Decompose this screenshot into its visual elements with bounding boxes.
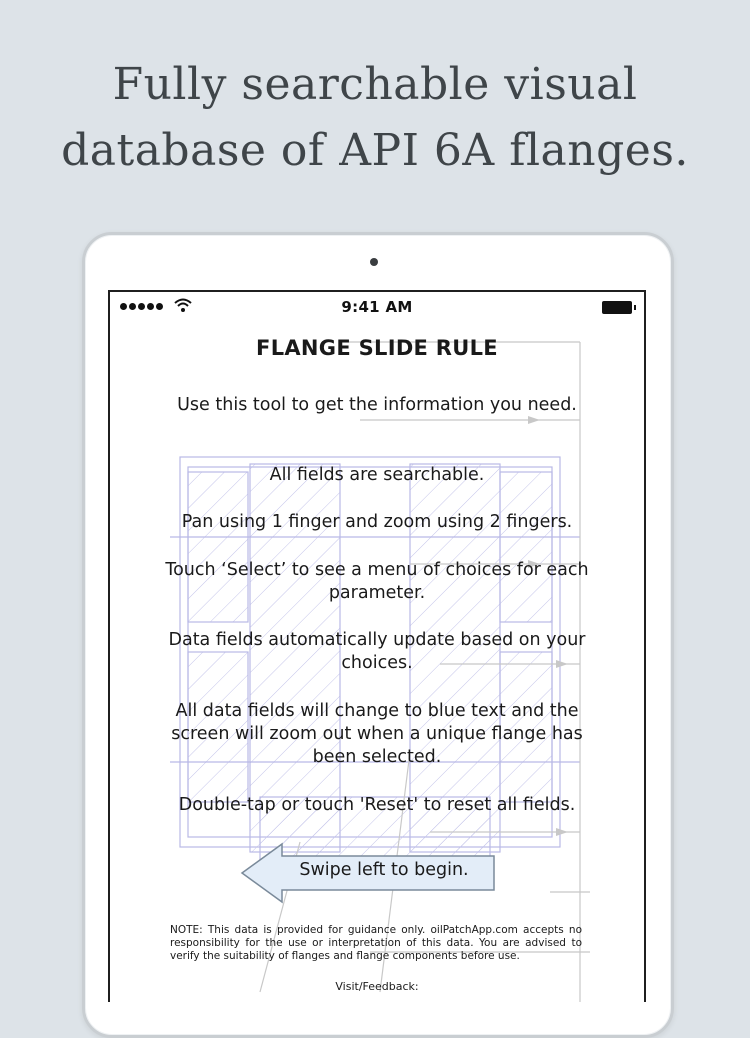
app-title: FLANGE SLIDE RULE [256,336,498,360]
instruction-text: Pan using 1 finger and zoom using 2 fingers. [181,512,573,532]
instruction-text: All fields are searchable. [269,465,485,485]
swipe-left-button[interactable] [240,842,508,904]
visit-feedback-label[interactable]: Visit/Feedback: [335,980,419,993]
instructions-panel [110,292,644,1002]
headline-line-2: database of API 6A flanges. [61,125,689,176]
headline [0,52,750,184]
instruction-text: Touch ‘Select’ to see a menu of choices for each parameter. [165,560,589,603]
camera-icon [370,258,378,266]
instruction-text: All data fields will change to blue text and the screen will zoom out when a unique flange has been selected. [171,701,583,767]
instruction-text: Data fields automatically update based on your choices. [168,630,586,673]
app-screen[interactable] [108,290,646,1002]
disclaimer-note: NOTE: This data is provided for guidance only. oilPatchApp.com accepts no responsibility for the use or interpretation of this data. You are advised to verify the suitability of flanges and flange components before use. [170,924,582,962]
headline-line-1: Fully searchable visual [112,59,638,110]
swipe-label: Swipe left to begin. [299,860,469,880]
status-time: 9:41 AM [341,298,413,316]
instruction-text: Use this tool to get the information you need. [177,395,577,415]
instruction-text: Double-tap or touch 'Reset' to reset all fields. [178,795,576,815]
